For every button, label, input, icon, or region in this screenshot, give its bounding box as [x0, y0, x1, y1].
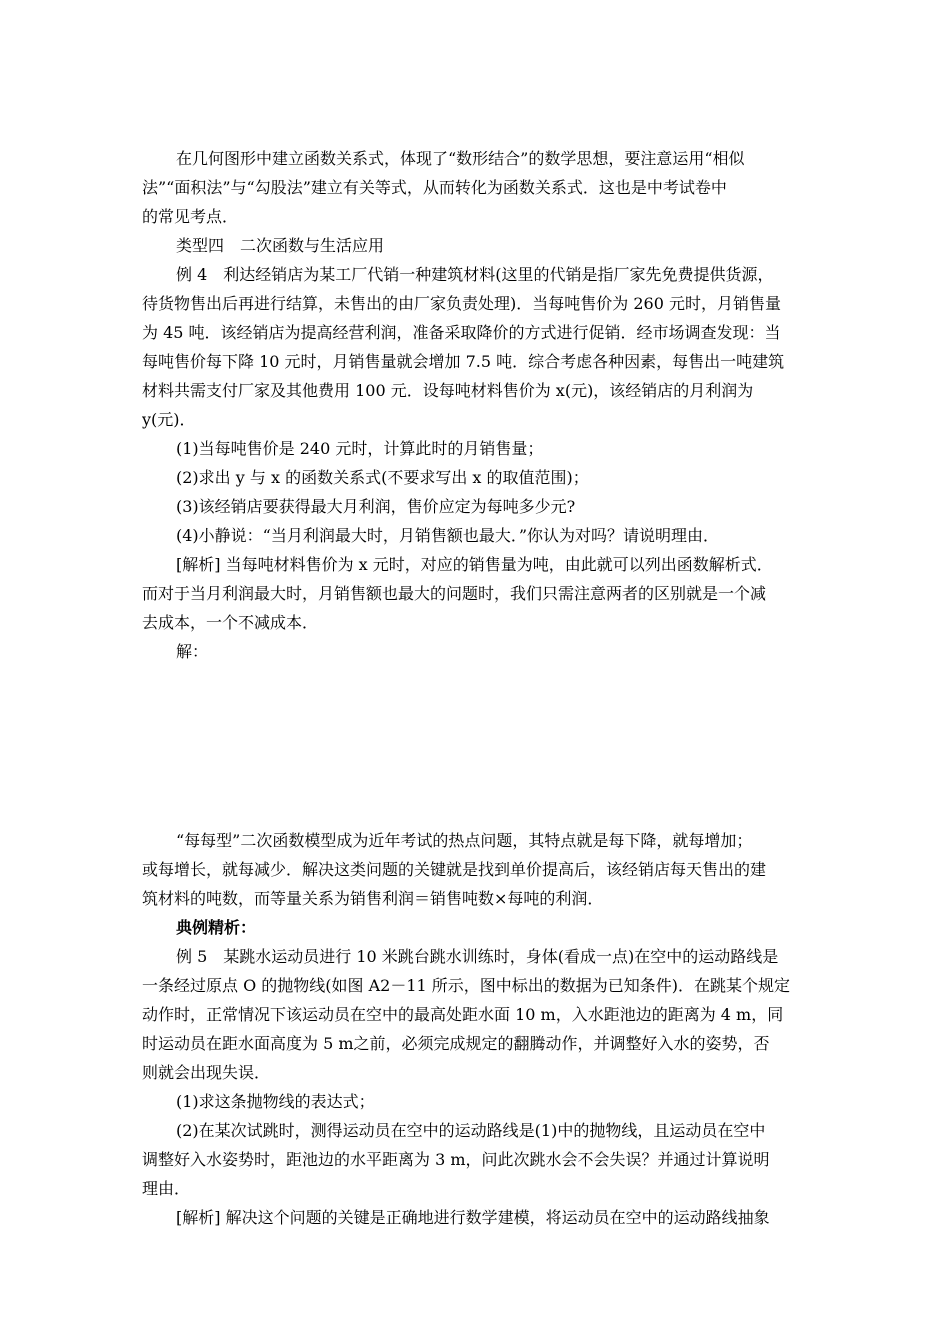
- text-line: 或每增长，就每减少．解决这类问题的关键就是找到单价提高后，该经销店每天售出的建: [142, 860, 767, 879]
- text-line: “每每型”二次函数模型成为近年考试的热点问题，其特点就是每下降，就每增加；: [176, 831, 753, 850]
- question-line: 理由．: [142, 1179, 191, 1198]
- text-line: 一条经过原点 O 的抛物线(如图 A2－11 所示，图中标出的数据为已知条件)．在跳某个规定: [142, 976, 791, 995]
- text-line: 则就会出现失误．: [142, 1063, 271, 1082]
- question-line: 调整好入水姿势时，距池边的水平距离为 3 m，问此次跳水会不会失误？并通过计算说明: [142, 1150, 770, 1169]
- question-line: (1)求这条抛物线的表达式；: [176, 1092, 375, 1111]
- intro-paragraph: [142, 144, 812, 231]
- text-line: 材料共需支付厂家及其他费用 100 元．设每吨材料售价为 x(元)，该经销店的月利润为: [142, 381, 754, 400]
- text-line: 时运动员在距水面高度为 5 m之前，必须完成规定的翻腾动作，并调整好入水的姿势，否: [142, 1034, 770, 1053]
- text-line: 例 5 某跳水运动员进行 10 米跳台跳水训练时，身体(看成一点)在空中的运动路线是: [176, 947, 779, 966]
- example-5: [142, 942, 812, 1232]
- text-line: y(元)．: [142, 410, 196, 429]
- text-line: 待货物售出后再进行结算，未售出的由厂家负责处理)．当每吨售价为 260 元时，月销售量: [142, 294, 781, 313]
- question-line: (2)在某次试跳时，测得运动员在空中的运动路线是(1)中的抛物线，且运动员在空中: [176, 1121, 766, 1140]
- text-line: 例 4 利达经销店为某工厂代销一种建筑材料(这里的代销是指厂家先免费提供货源，: [176, 265, 774, 284]
- example-4: [142, 260, 812, 666]
- text-line: 为 45 吨．该经销店为提高经营利润，准备采取降价的方式进行促销．经市场调查发现：当: [142, 323, 781, 342]
- text-line: 每吨售价每下降 10 元时，月销售量就会增加 7.5 吨．综合考虑各种因素，每售出一吨建筑: [142, 352, 785, 371]
- question-line: (1)当每吨售价是 240 元时，计算此时的月销售量；: [176, 439, 544, 458]
- question-line: (4)小静说：“当月利润最大时，月销售额也最大．”你认为对吗？请说明理由．: [176, 526, 720, 545]
- type-heading: [142, 231, 812, 260]
- solution-label: 解：: [176, 642, 209, 661]
- text-line: 的常见考点．: [142, 207, 239, 226]
- summary-paragraph: [142, 826, 812, 913]
- analysis-line: 而对于当月利润最大时，月销售额也最大的问题时，我们只需注意两者的区别就是一个减: [142, 584, 767, 603]
- section-heading: 类型四 二次函数与生活应用: [176, 236, 385, 255]
- question-line: (3)该经销店要获得最大月利润，售价应定为每吨多少元?: [176, 497, 576, 516]
- section-heading: 典例精析：: [176, 918, 257, 937]
- analysis-line: [解析] 解决这个问题的关键是正确地进行数学建模，将运动员在空中的运动路线抽象: [176, 1208, 770, 1227]
- analysis-line: [解析] 当每吨材料售价为 x 元时，对应的销售量为吨，由此就可以列出函数解析式．: [176, 555, 773, 574]
- text-line: 动作时，正常情况下该运动员在空中的最高处距水面 10 m，入水距池边的距离为 4 m，同: [142, 1005, 784, 1024]
- text-line: 在几何图形中建立函数关系式，体现了“数形结合”的数学思想，要注意运用“相似: [176, 149, 745, 168]
- text-line: 筑材料的吨数，而等量关系为销售利润＝销售吨数×每吨的利润．: [142, 889, 604, 908]
- classic-heading: [142, 913, 812, 942]
- question-line: (2)求出 y 与 x 的函数关系式(不要求写出 x 的取值范围)；: [176, 468, 589, 487]
- analysis-line: 去成本，一个不减成本．: [142, 613, 319, 632]
- text-line: 法”“面积法”与“勾股法”建立有关等式，从而转化为函数关系式．这也是中考试卷中: [142, 178, 727, 197]
